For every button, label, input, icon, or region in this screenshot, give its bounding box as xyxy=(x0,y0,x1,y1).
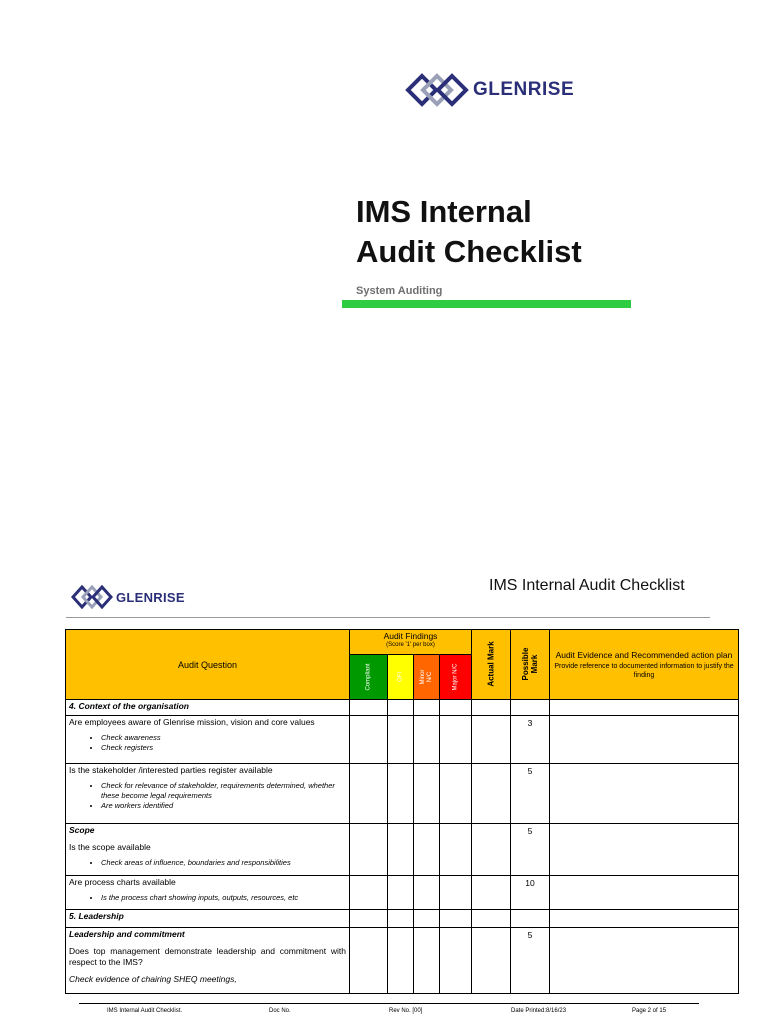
possible-mark-value: 10 xyxy=(511,876,550,910)
score-ofi-cell[interactable] xyxy=(388,764,414,824)
finding-minor-label: Minor N/C xyxy=(419,669,433,685)
score-compliant-cell[interactable] xyxy=(350,824,388,876)
check-item: • Check awareness xyxy=(101,733,346,743)
score-minor-cell[interactable] xyxy=(414,910,440,928)
audit-checklist-table xyxy=(65,629,739,994)
cover-logo-text: GLENRISE xyxy=(473,79,575,100)
evidence-cell[interactable] xyxy=(550,824,739,876)
column-header-actual-mark xyxy=(472,630,511,700)
cover-title xyxy=(356,192,582,272)
score-minor-cell[interactable] xyxy=(414,764,440,824)
question-text: Are employees aware of Glenrise mission, vision and core values xyxy=(69,717,315,727)
column-header-evidence xyxy=(550,630,739,700)
check-item: • Check areas of influence, boundaries and responsibilities xyxy=(101,858,346,868)
table-row xyxy=(66,716,739,764)
possible-mark-value: 5 xyxy=(511,824,550,876)
header-logo xyxy=(70,584,185,610)
evidence-cell[interactable] xyxy=(550,700,739,716)
actual-mark-cell[interactable] xyxy=(472,716,511,764)
header-rule xyxy=(66,617,710,618)
glenrise-diamonds-small-icon xyxy=(70,584,114,610)
footer-page-number: Page 2 of 15 xyxy=(632,1008,667,1014)
question-text: Does top management demonstrate leadership and commitment with respect to the IMS? xyxy=(69,946,346,967)
table-row xyxy=(66,928,739,994)
finding-compliant-label: Compliant xyxy=(365,663,371,691)
check-item: • Check registers xyxy=(101,743,346,753)
score-minor-cell[interactable] xyxy=(414,824,440,876)
question-text: Are process charts available xyxy=(69,877,176,887)
green-divider xyxy=(342,300,631,308)
score-ofi-cell[interactable] xyxy=(388,876,414,910)
possible-mark-label: Possible Mark xyxy=(521,647,539,681)
check-list xyxy=(69,893,346,903)
glenrise-diamonds-icon xyxy=(404,72,470,108)
header-logo-text: GLENRISE xyxy=(116,589,185,605)
section-heading-cell xyxy=(66,700,350,716)
score-minor-cell[interactable] xyxy=(414,928,440,994)
score-minor-cell[interactable] xyxy=(414,716,440,764)
table-row xyxy=(66,700,739,716)
table-row xyxy=(66,910,739,928)
finding-ofi-label: OFI xyxy=(397,672,403,682)
question-cell xyxy=(66,764,350,824)
score-ofi-cell[interactable] xyxy=(388,824,414,876)
possible-mark-value: 3 xyxy=(511,716,550,764)
evidence-cell[interactable] xyxy=(550,876,739,910)
finding-ofi xyxy=(388,655,414,700)
question-text: Is the scope available xyxy=(69,842,151,852)
score-minor-cell[interactable] xyxy=(414,876,440,910)
score-compliant-cell[interactable] xyxy=(350,716,388,764)
score-ofi-cell[interactable] xyxy=(388,716,414,764)
score-compliant-cell[interactable] xyxy=(350,764,388,824)
column-header-question: Audit Question xyxy=(66,630,350,700)
actual-mark-cell[interactable] xyxy=(472,764,511,824)
column-header-findings xyxy=(350,630,472,655)
footer-doc-no: Doc No. xyxy=(269,1008,291,1014)
footer-rev-no: Rev No. [00] xyxy=(389,1008,423,1014)
score-major-cell[interactable] xyxy=(440,876,472,910)
check-list xyxy=(69,781,346,811)
score-major-cell[interactable] xyxy=(440,910,472,928)
cover-logo xyxy=(404,72,574,108)
finding-major xyxy=(440,655,472,700)
question-note: Check evidence of chairing SHEQ meetings, xyxy=(69,974,237,984)
score-compliant-cell[interactable] xyxy=(350,700,388,716)
actual-mark-cell[interactable] xyxy=(472,928,511,994)
evidence-cell[interactable] xyxy=(550,764,739,824)
evidence-cell[interactable] xyxy=(550,928,739,994)
score-ofi-cell[interactable] xyxy=(388,928,414,994)
evidence-cell[interactable] xyxy=(550,910,739,928)
section-heading: 5. Leadership xyxy=(69,911,124,921)
finding-major-label: Major N/C xyxy=(452,663,458,691)
check-list xyxy=(69,858,346,868)
section-heading-cell xyxy=(66,910,350,928)
table-row xyxy=(66,824,739,876)
table-row xyxy=(66,764,739,824)
possible-mark-cell xyxy=(511,910,550,928)
evidence-cell[interactable] xyxy=(550,716,739,764)
question-cell xyxy=(66,716,350,764)
score-ofi-cell[interactable] xyxy=(388,700,414,716)
footer-date-printed: Date Printed:8/16/23 xyxy=(511,1008,567,1014)
score-major-cell[interactable] xyxy=(440,824,472,876)
question-cell xyxy=(66,928,350,994)
evidence-subtitle: Provide reference to documented information to justify the finding xyxy=(554,662,734,679)
score-major-cell[interactable] xyxy=(440,700,472,716)
actual-mark-cell[interactable] xyxy=(472,910,511,928)
possible-mark-cell xyxy=(511,700,550,716)
cover-title-line2: Audit Checklist xyxy=(356,234,582,269)
question-cell xyxy=(66,824,350,876)
findings-subtitle: (Score '1' per box) xyxy=(386,642,435,648)
score-compliant-cell[interactable] xyxy=(350,928,388,994)
cover-subtitle: System Auditing xyxy=(356,285,443,297)
check-item: • Is the process chart showing inputs, outputs, resources, etc xyxy=(101,893,346,903)
possible-mark-value: 5 xyxy=(511,764,550,824)
actual-mark-cell[interactable] xyxy=(472,876,511,910)
score-compliant-cell[interactable] xyxy=(350,910,388,928)
section-heading: 4. Context of the organisation xyxy=(69,701,189,711)
check-item: • Are workers identified xyxy=(101,801,346,811)
finding-compliant xyxy=(350,655,388,700)
score-major-cell[interactable] xyxy=(440,928,472,994)
question-cell xyxy=(66,876,350,910)
check-item: • Check for relevance of stakeholder, requirements determined, whether these become legal requirements xyxy=(101,781,346,801)
subsection-heading: Leadership and commitment xyxy=(69,929,185,939)
score-major-cell[interactable] xyxy=(440,716,472,764)
findings-title: Audit Findings xyxy=(383,631,438,641)
footer-doc-title: IMS Internal Audit Checklist. xyxy=(107,1008,183,1014)
score-minor-cell[interactable] xyxy=(414,700,440,716)
subsection-heading: Scope xyxy=(69,825,95,835)
table-row xyxy=(66,876,739,910)
check-list xyxy=(69,733,346,753)
score-compliant-cell[interactable] xyxy=(350,876,388,910)
cover-title-line1: IMS Internal xyxy=(356,194,532,229)
possible-mark-value: 5 xyxy=(511,928,550,994)
header-title: IMS Internal Audit Checklist xyxy=(489,577,685,594)
score-major-cell[interactable] xyxy=(440,764,472,824)
actual-mark-cell[interactable] xyxy=(472,824,511,876)
evidence-title: Audit Evidence and Recommended action plan xyxy=(555,649,733,660)
page-footer xyxy=(79,1003,699,1018)
column-header-possible-mark xyxy=(511,630,550,700)
score-ofi-cell[interactable] xyxy=(388,910,414,928)
actual-mark-label: Actual Mark xyxy=(486,641,496,687)
question-text: Is the stakeholder /interested parties register available xyxy=(69,765,273,775)
finding-minor xyxy=(414,655,440,700)
actual-mark-cell[interactable] xyxy=(472,700,511,716)
